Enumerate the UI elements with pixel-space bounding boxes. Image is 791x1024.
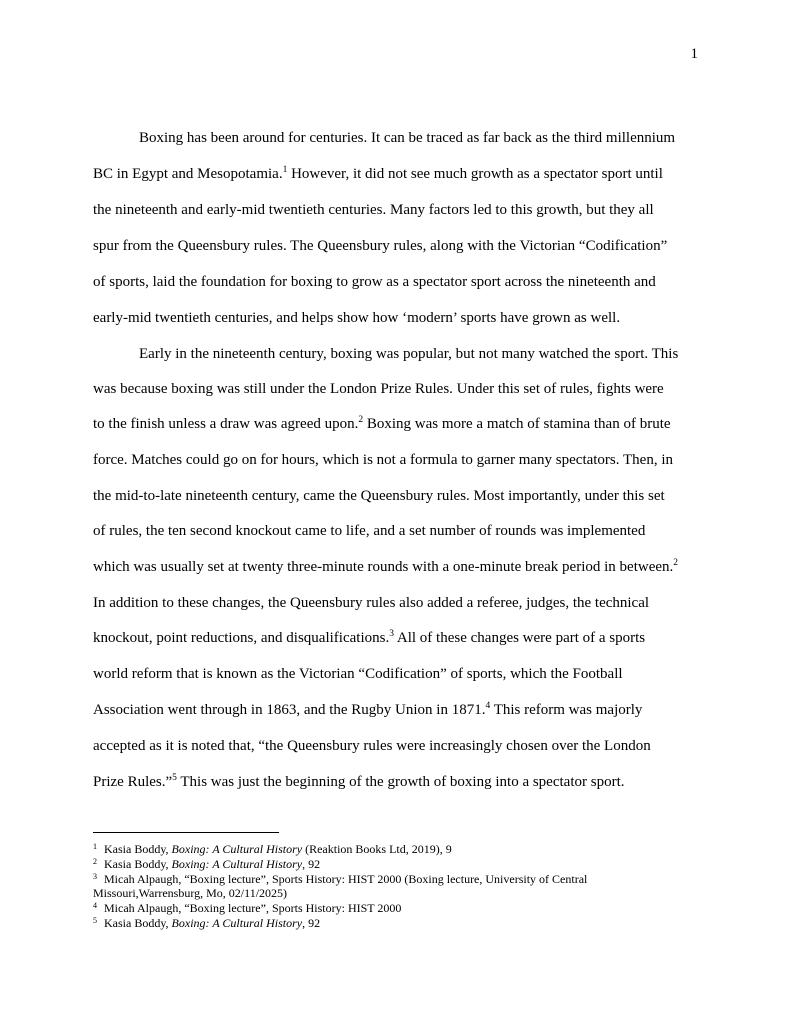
footnote-ref: 5 [172,773,177,783]
footnote-ref: 1 [282,165,288,175]
body-line: which was usually set at twenty three-minute rounds with a one-minute break period in between.$^2$ [93,558,679,575]
footnote-ref: 4 [485,701,491,711]
footnote: $^3$ Micah Alpaugh, “Boxing lecture”, Sports History: HIST 2000 (Boxing lecture, University of Central [93,872,588,886]
footnote: $^5$ Kasia Boddy, Boxing: A Cultural History, 92 [93,916,321,930]
footnote-ref: 2 [358,415,364,425]
body-line: the mid-to-late nineteenth century, came the Queensbury rules. Most importantly, under this set [93,488,665,504]
footnote-ref: 3 [389,629,394,639]
body-line: spur from the Queensbury rules. The Queensbury rules, along with the Victorian “Codification” [93,238,668,254]
body-line: early-mid twentieth centuries, and helps show how ‘modern’ sports have grown as well. [93,310,621,326]
body-line: Prize Rules.”$^5$ This was just the beginning of the growth of boxing into a spectator sport. [93,773,625,790]
footnote: $^2$ Kasia Boddy, Boxing: A Cultural History, 92 [93,857,321,871]
body-line: BC in Egypt and Mesopotamia.$^1$ However, it did not see much growth as a spectator sport until [93,165,663,182]
body-line: Association went through in 1863, and the Rugby Union in 1871.$^4$ This reform was majorly [93,701,643,718]
footnote-separator [93,832,279,833]
body-line: world reform that is known as the Victorian “Codification” of sports, which the Football [93,666,623,682]
body-line: knockout, point reductions, and disqualifications.$^3$ All of these changes were part of a sports [93,629,646,646]
footnote-continuation: Missouri,Warrensburg, Mo, 02/11/2025) [93,886,288,900]
body-line: Boxing has been around for centuries. It can be traced as far back as the third millennium [139,130,676,146]
body-line: was because boxing was still under the London Prize Rules. Under this set of rules, fights were [93,381,664,397]
body-line: the nineteenth and early-mid twentieth centuries. Many factors led to this growth, but they all [93,202,654,218]
body-line: accepted as it is noted that, “the Queensbury rules were increasingly chosen over the London [93,738,651,754]
page-number: 1 [690,46,698,62]
body-line: force. Matches could go on for hours, which is not a formula to garner many spectators. Then, in [93,452,673,468]
body-line: of rules, the ten second knockout came to life, and a set number of rounds was implemented [93,523,646,539]
footnote: $^4$ Micah Alpaugh, “Boxing lecture”, Sports History: HIST 2000 [93,901,402,915]
body-line: of sports, laid the foundation for boxing to grow as a spectator sport across the nineteenth and [93,274,656,290]
body-line: to the finish unless a draw was agreed upon.$^2$ Boxing was more a match of stamina than of brute [93,415,671,432]
body-line: Early in the nineteenth century, boxing was popular, but not many watched the sport. This [139,346,679,362]
footnote-ref: 2 [673,558,679,568]
body-line: In addition to these changes, the Queensbury rules also added a referee, judges, the technical [93,595,650,611]
footnote: $^1$ Kasia Boddy, Boxing: A Cultural History (Reaktion Books Ltd, 2019), 9 [93,842,452,856]
